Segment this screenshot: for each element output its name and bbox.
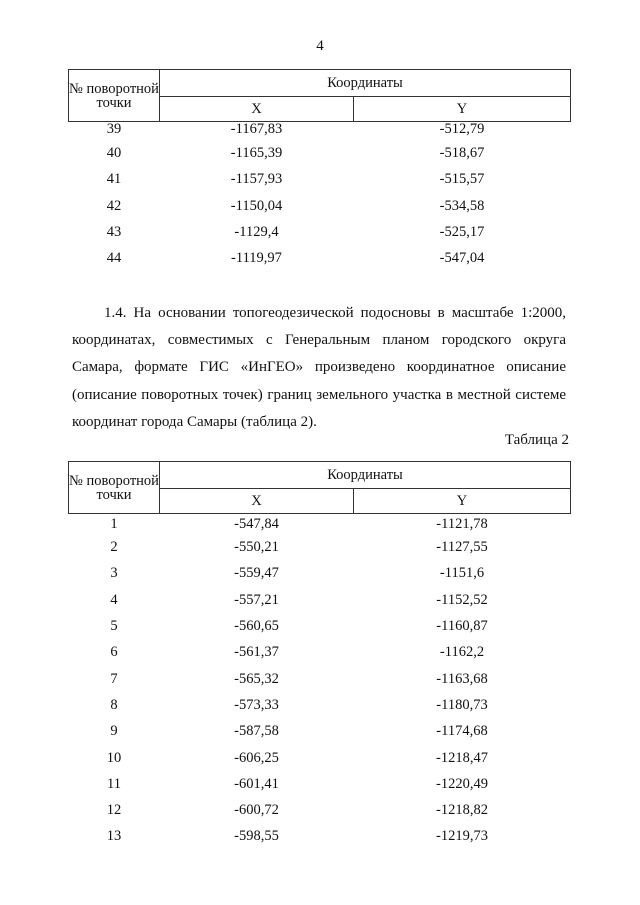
- point-number-cell: 2: [110, 539, 118, 556]
- x-coordinate-cell: -598,55: [234, 828, 279, 845]
- point-number-cell: 43: [106, 224, 122, 241]
- point-number-cell: 13: [106, 828, 122, 845]
- point-number-cell: 5: [110, 618, 118, 635]
- table-row: [69, 823, 571, 849]
- description-paragraph: 1.4. На основании топогеодезической подосновы в масштабе 1:2000, координатах, совместимых с Генеральным планом городского округа Самара, формате ГИС «ИнГЕО» произведено координатное описание (описание поворотных точек) границ земельного участка в местной системе координат города Самары (таблица 2).: [72, 305, 566, 430]
- y-coordinate-cell: -518,67: [439, 145, 485, 162]
- point-number-cell: 12: [106, 802, 122, 819]
- point-number-cell: 42: [106, 197, 122, 214]
- x-coordinate-cell: -559,47: [234, 565, 279, 582]
- x-coordinate-cell: -1157,93: [230, 171, 283, 188]
- point-number-header: № поворотной точки: [69, 70, 160, 122]
- point-number-cell: 1: [110, 516, 118, 532]
- y-header: Y: [354, 489, 571, 514]
- x-coordinate-cell: -561,37: [234, 644, 279, 661]
- x-coordinate-cell: -1167,83: [230, 121, 283, 137]
- y-coordinate-cell: -1160,87: [436, 618, 488, 635]
- y-coordinate-cell: -515,57: [439, 171, 485, 188]
- y-coordinate-cell: -547,04: [439, 250, 485, 267]
- coordinates-header: Координаты: [160, 70, 571, 97]
- x-coordinate-cell: -550,21: [234, 539, 279, 556]
- point-number-cell: 39: [106, 121, 122, 137]
- y-header: Y: [354, 97, 571, 122]
- point-number-cell: 4: [110, 591, 118, 608]
- y-coordinate-cell: -534,58: [439, 197, 485, 214]
- point-number-cell: 41: [106, 171, 122, 188]
- x-coordinate-cell: -600,72: [234, 802, 279, 819]
- x-header: X: [160, 489, 354, 514]
- point-number-cell: 11: [107, 775, 121, 792]
- x-coordinate-cell: -601,41: [234, 775, 279, 792]
- point-number-cell: 44: [106, 250, 122, 267]
- table-row: [69, 534, 571, 560]
- table-row: [69, 771, 571, 797]
- table-row: [69, 587, 571, 613]
- table-row: [69, 639, 571, 665]
- x-coordinate-cell: -1129,4: [234, 224, 279, 241]
- table-row: [69, 560, 571, 586]
- point-number-header: № поворотной точки: [69, 462, 160, 514]
- table-caption: Таблица 2: [504, 432, 569, 448]
- table-row: [69, 166, 571, 192]
- table-row: [69, 692, 571, 718]
- table-row: [69, 718, 571, 744]
- x-coordinate-cell: -547,84: [234, 516, 279, 532]
- table-row: [69, 193, 571, 219]
- table-row: [69, 514, 571, 535]
- coordinates-table-2: [68, 461, 571, 850]
- x-coordinate-cell: -557,21: [234, 591, 279, 608]
- y-coordinate-cell: -1218,47: [436, 749, 488, 766]
- table-row: [69, 797, 571, 823]
- y-coordinate-cell: -512,79: [439, 121, 485, 137]
- point-number-cell: 6: [110, 644, 118, 661]
- x-coordinate-cell: -587,58: [234, 723, 279, 740]
- table-row: [69, 744, 571, 770]
- coordinates-table-1: [68, 69, 571, 271]
- y-coordinate-cell: -1152,52: [436, 591, 488, 608]
- y-coordinate-cell: -1219,73: [436, 828, 488, 845]
- point-number-cell: 8: [110, 696, 118, 713]
- y-coordinate-cell: -1151,6: [439, 565, 485, 582]
- point-number-cell: 3: [110, 565, 118, 582]
- y-coordinate-cell: -1121,78: [436, 516, 488, 532]
- point-number-cell: 7: [110, 670, 118, 687]
- table-row: [69, 665, 571, 691]
- y-coordinate-cell: -525,17: [439, 224, 485, 241]
- table-row: [69, 140, 571, 166]
- x-coordinate-cell: -1150,04: [230, 197, 283, 214]
- point-number-cell: 10: [106, 749, 122, 766]
- table-row: [69, 613, 571, 639]
- point-number-cell: 9: [110, 723, 118, 740]
- y-coordinate-cell: -1180,73: [436, 696, 488, 713]
- x-coordinate-cell: -1119,97: [231, 250, 282, 267]
- table-row: [69, 122, 571, 141]
- table-row: [69, 219, 571, 245]
- x-coordinate-cell: -565,32: [234, 670, 279, 687]
- x-header: X: [160, 97, 354, 122]
- y-coordinate-cell: -1220,49: [436, 775, 488, 792]
- y-coordinate-cell: -1127,55: [436, 539, 488, 556]
- y-coordinate-cell: -1174,68: [436, 723, 488, 740]
- point-number-cell: 40: [106, 145, 122, 162]
- page-number: 4: [316, 38, 324, 54]
- coordinates-header: Координаты: [160, 462, 571, 489]
- x-coordinate-cell: -1165,39: [230, 145, 283, 162]
- y-coordinate-cell: -1162,2: [439, 644, 485, 661]
- y-coordinate-cell: -1163,68: [436, 670, 488, 687]
- y-coordinate-cell: -1218,82: [436, 802, 488, 819]
- x-coordinate-cell: -573,33: [234, 696, 279, 713]
- x-coordinate-cell: -606,25: [234, 749, 279, 766]
- table-row: [69, 245, 571, 271]
- x-coordinate-cell: -560,65: [234, 618, 279, 635]
